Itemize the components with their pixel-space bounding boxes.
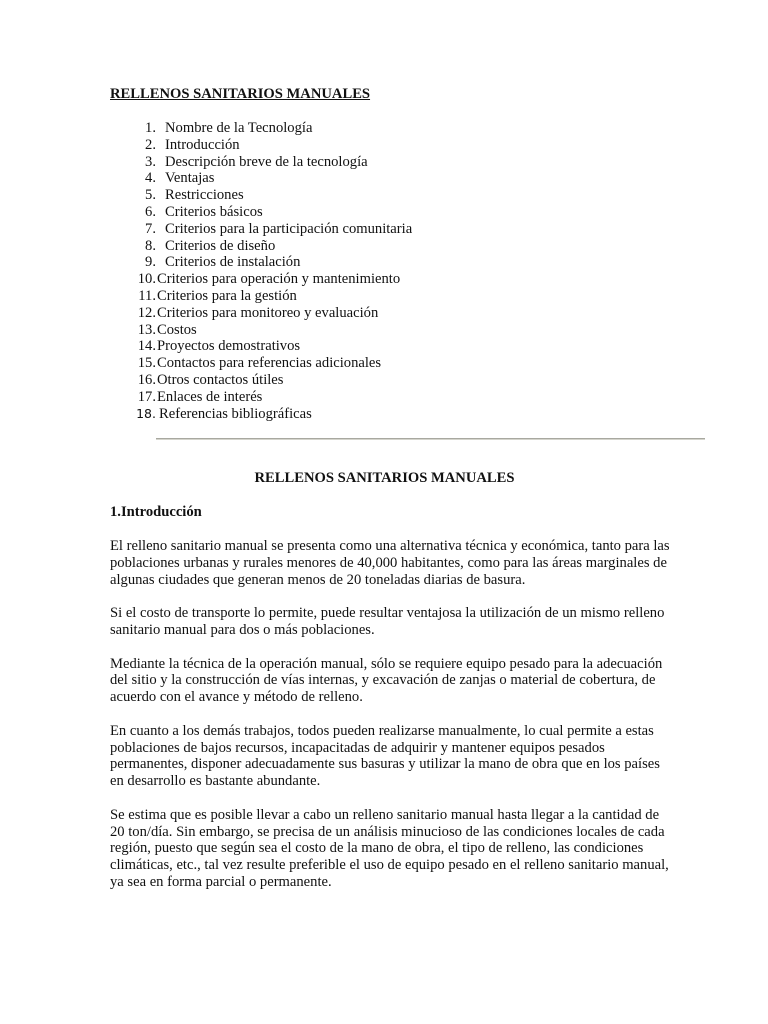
section-title: RELLENOS SANITARIOS MANUALES (254, 470, 515, 486)
document-page (110, 86, 710, 890)
toc-number: 2. (145, 136, 156, 153)
toc-number: 17. (137, 388, 156, 405)
toc-label: Criterios básicos (165, 203, 263, 220)
toc-item[interactable] (110, 137, 710, 154)
toc-item[interactable] (110, 271, 710, 288)
toc-item[interactable] (110, 338, 710, 355)
toc-label: Introducción (165, 136, 240, 153)
toc-number: 16. (137, 371, 156, 388)
toc-label: Criterios para la participación comunitaria (165, 220, 413, 237)
toc-label: Descripción breve de la tecnología (165, 153, 368, 170)
toc-item[interactable] (110, 389, 710, 406)
toc-item[interactable] (110, 221, 710, 238)
toc-number: 3. (145, 153, 156, 170)
toc-label: Ventajas (165, 170, 215, 187)
toc-number: 7. (145, 220, 156, 237)
paragraph: Si el costo de transporte lo permite, puede resultar ventajosa la utilización de un mismo relleno sanitario manual para dos o más poblaciones. (110, 605, 665, 638)
toc-number: 12. (137, 304, 156, 321)
toc-label: Referencias bibliográficas (159, 405, 312, 422)
toc-label: Costos (157, 321, 197, 338)
toc-item[interactable] (110, 120, 710, 137)
toc-label: Nombre de la Tecnología (165, 120, 313, 136)
document-title: RELLENOS SANITARIOS MANUALES (110, 86, 371, 102)
toc-label: Restricciones (165, 187, 244, 204)
toc-item[interactable] (110, 305, 710, 322)
toc-item[interactable] (110, 355, 710, 372)
toc-item[interactable] (110, 187, 710, 204)
toc-item[interactable] (110, 204, 710, 221)
table-of-contents (110, 120, 710, 422)
toc-number: 5. (145, 187, 156, 204)
toc-item[interactable] (110, 254, 710, 271)
toc-label: Criterios de instalación (165, 254, 301, 271)
toc-number: 15. (137, 355, 156, 372)
toc-number: 4. (145, 170, 156, 187)
section-heading: 1.Introducción (110, 504, 202, 520)
toc-item[interactable] (110, 238, 710, 255)
paragraph: Mediante la técnica de la operación manual, sólo se requiere equipo pesado para la adecuación del sitio y la construcción de vías internas, y excavación de zanjas o material de cobertura, de acuerdo con el avance y método de relleno. (110, 655, 663, 706)
toc-item[interactable] (110, 322, 710, 339)
toc-number: 13. (137, 321, 156, 338)
toc-item[interactable] (110, 170, 710, 187)
toc-label: Contactos para referencias adicionales (157, 355, 382, 372)
toc-number: 1. (145, 120, 156, 136)
paragraph: En cuanto a los demás trabajos, todos pueden realizarse manualmente, lo cual permite a estas poblaciones de bajos recursos, incapacitadas de adquirir y mantener equipos pesados permanentes, disponer adecuadamente sus basuras y utilizar la mano de obra que en los países en desarrollo es bastante abundante. (110, 722, 660, 790)
toc-label: Proyectos demostrativos (157, 338, 301, 355)
toc-label: Otros contactos útiles (157, 371, 284, 388)
toc-item[interactable] (110, 154, 710, 171)
horizontal-rule (156, 438, 705, 440)
toc-label: Criterios para operación y mantenimiento (157, 271, 401, 288)
toc-number: 14. (137, 338, 156, 355)
toc-label: Criterios para monitoreo y evaluación (157, 304, 379, 321)
toc-number: 18. (136, 405, 156, 421)
toc-number: 6. (145, 203, 156, 220)
toc-label: Enlaces de interés (157, 388, 263, 405)
toc-item[interactable] (110, 406, 710, 423)
paragraph: El relleno sanitario manual se presenta como una alternativa técnica y económica, tanto para las poblaciones urbanas y rurales menores de 40,000 habitantes, como para las áreas marginales de algunas ciudades que generan menos de 20 toneladas diarias de basura. (110, 538, 670, 588)
paragraph: Se estima que es posible llevar a cabo un relleno sanitario manual hasta llegar a la cantidad de 20 ton/día. Sin embargo, se precisa de un análisis minucioso de las condiciones locales de cada región, puesto que según sea el costo de la mano de obra, el tipo de relleno, las condiciones climáticas, etc., tal vez resulte preferible el uso de equipo pesado en el relleno sanitario manual, ya sea en forma parcial o permanente. (110, 806, 669, 890)
toc-number: 10. (137, 271, 156, 288)
toc-label: Criterios para la gestión (157, 287, 297, 304)
toc-number: 8. (145, 237, 156, 254)
body-text (110, 538, 670, 908)
toc-item[interactable] (110, 372, 710, 389)
toc-item[interactable] (110, 288, 710, 305)
toc-number: 11. (138, 287, 156, 304)
toc-label: Criterios de diseño (165, 237, 276, 254)
toc-number: 9. (145, 254, 156, 271)
